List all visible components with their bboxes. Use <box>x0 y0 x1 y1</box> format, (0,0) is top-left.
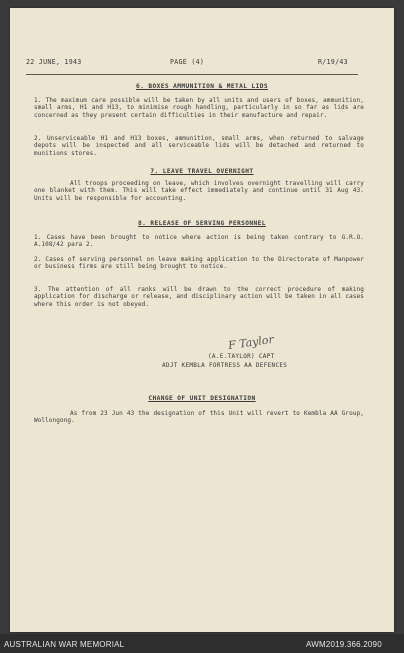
footer-accession: AWM2019.366.2090 <box>306 640 382 649</box>
change-para-1: As from 23 Jun 43 the designation of this Unit will revert to Kembla AA Group, Wollongong. <box>34 410 364 425</box>
footer-institution: AUSTRALIAN WAR MEMORIAL <box>4 640 125 649</box>
section-6-para-1: 1. The maximum care possible will be taken by all units and users of boxes, ammunition, small arms, H1 and H13, to minimise rough handling, particularly in so far as lids are concerned as they present certain difficulties in their manufacture and repair. <box>34 97 364 119</box>
document-page <box>10 8 394 632</box>
signature-name: (A.E.TAYLOR) CAPT <box>208 353 275 360</box>
signature-title: ADJT KEMBLA FORTRESS AA DEFENCES <box>162 362 288 369</box>
change-heading: CHANGE OF UNIT DESIGNATION <box>148 395 256 402</box>
section-7-heading: 7. LEAVE TRAVEL OVERNIGHT <box>150 168 254 175</box>
handwritten-signature: F Taylor <box>227 332 275 353</box>
header-rule <box>26 74 358 75</box>
section-8-para-2: 2. Cases of serving personnel on leave making application to the Directorate of Manpower or business firms are still being brought to notice. <box>34 256 364 271</box>
section-6-heading: 6. BOXES AMMUNITION & METAL LIDS <box>135 83 268 90</box>
header-page: PAGE (4) <box>170 58 205 66</box>
section-8-para-3: 3. The attention of all ranks will be drawn to the correct procedure of making application for discharge or release, and disciplinary action will be taken in all cases where this order is not obeyed. <box>34 286 364 308</box>
section-8-para-1: 1. Cases have been brought to notice where action is being taken contrary to G.R.O. A.108/42 para 2. <box>34 234 364 249</box>
section-6-para-2: 2. Unserviceable H1 and H13 boxes, ammunition, small arms, when returned to salvage depots will be inspected and all serviceable lids will be detached and returned to munitions stores. <box>34 135 364 157</box>
section-7-para-1: All troops proceeding on leave, which involves overnight travelling will carry one blanket with them. This will take effect immediately and continue until 31 Aug 43. Units will be responsible for accounting. <box>34 180 364 202</box>
section-8-heading: 8. RELEASE OF SERVING PERSONNEL <box>138 220 266 227</box>
header-date: 22 JUNE, 1943 <box>26 58 82 66</box>
header-ref: R/19/43 <box>318 58 348 66</box>
